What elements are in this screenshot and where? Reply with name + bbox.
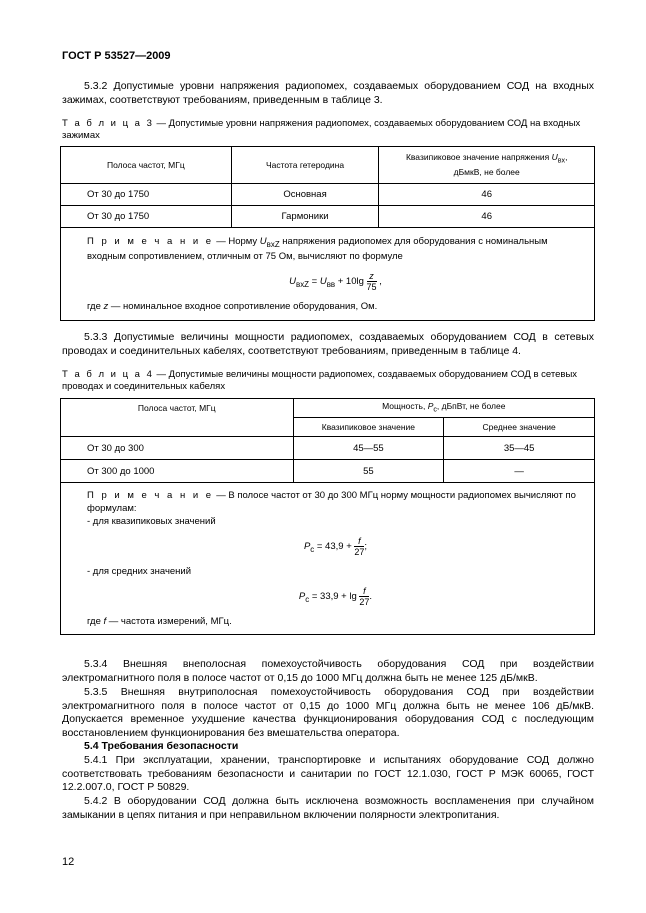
note-qp-line: - для квазипиковых значений bbox=[87, 516, 216, 527]
table-4-header-avg: Среднее значение bbox=[444, 418, 595, 437]
note-var: U bbox=[259, 235, 267, 247]
fraction-denominator: 75 bbox=[366, 282, 377, 293]
table-4-caption-text: — Допустимые величины мощности радиопомех, создаваемых оборудованием СОД в сетевых проводах и соединительных кабелях bbox=[62, 369, 578, 392]
table-3-note bbox=[61, 228, 595, 321]
power-suffix: , дБпВт, не более bbox=[436, 400, 506, 411]
where-prefix: где bbox=[87, 616, 104, 627]
table-3-header-lo: Частота гетеродина bbox=[231, 147, 379, 184]
paragraph-5-3-5: 5.3.5 Внешняя внутриполосная помехоустойчивость оборудования СОД при воздействии электромагнитного поля в полосе частот от 0,15 до 1000 МГц должна быть не менее 106 дБ/мкВ. Допускается временное ухудшение качества функционирования оборудования СОД с последующим восстановлением функционирования без вмешательства оператора. bbox=[62, 686, 594, 739]
formula-var: U bbox=[289, 276, 297, 288]
qp-var: U bbox=[551, 152, 558, 163]
table-row bbox=[61, 206, 595, 228]
table-3-cell-value: 46 bbox=[379, 206, 595, 228]
formula-end: ; bbox=[364, 541, 368, 553]
note-avg-line: - для средних значений bbox=[87, 566, 192, 577]
fraction-numerator: f bbox=[359, 586, 369, 597]
formula-sub: вхZ bbox=[296, 280, 309, 290]
formula-var: U bbox=[319, 276, 327, 288]
formula-eq: = bbox=[309, 276, 320, 288]
formula-mid: = 33,9 + lg bbox=[309, 591, 360, 603]
table-3-note-text bbox=[87, 235, 584, 264]
table-3-note-row bbox=[61, 228, 595, 321]
table-4-header-power bbox=[293, 399, 594, 418]
formula-fraction bbox=[367, 271, 377, 292]
table-4-cell-band: От 300 до 1000 bbox=[61, 460, 294, 483]
table-4-formula-qp bbox=[87, 536, 584, 557]
table-row bbox=[61, 460, 595, 483]
table-4-note-text bbox=[87, 489, 584, 515]
table-3-where bbox=[87, 300, 584, 313]
table-4-note bbox=[61, 483, 595, 635]
table-3-caption bbox=[62, 118, 594, 142]
table-3-formula bbox=[87, 271, 584, 292]
qp-sub: вх bbox=[557, 156, 566, 165]
formula-mid: = 43,9 + bbox=[314, 541, 355, 553]
formula-log: + 10lg bbox=[335, 276, 367, 288]
formula-var: P bbox=[298, 591, 306, 603]
note-text-1: — В полосе частот от 30 до 300 МГц норму мощности радиопомех вычисляют по формулам: bbox=[87, 490, 576, 514]
table-4 bbox=[60, 398, 595, 635]
table-4-formula-avg bbox=[87, 586, 584, 607]
note-label: П р и м е ч а н и е bbox=[87, 490, 214, 501]
fraction-numerator: z bbox=[367, 271, 377, 282]
qp-suffix: , bbox=[565, 152, 568, 163]
table-4-cell-qp: 45—55 bbox=[293, 437, 444, 460]
formula-var: P bbox=[303, 541, 311, 553]
table-3-cell-band: От 30 до 1750 bbox=[61, 206, 232, 228]
table-4-note-row bbox=[61, 483, 595, 635]
paragraph-5-4-2: 5.4.2 В оборудовании СОД должна быть исключена возможность воспламенения при случайном замыкании в цепях питания и при неправильном включении полярности электропитания. bbox=[62, 795, 594, 821]
formula-sub: c bbox=[310, 544, 315, 554]
where-text: — номинальное входное сопротивление оборудования, Ом. bbox=[108, 301, 378, 313]
where-prefix: где bbox=[87, 301, 104, 313]
table-3-caption-text: — Допустимые уровни напряжения радиопомех, создаваемых оборудованием СОД на входных зажимах bbox=[62, 118, 581, 141]
table-3-cell-lo: Гармоники bbox=[231, 206, 379, 228]
table-3-header-band: Полоса частот, МГц bbox=[61, 147, 232, 184]
table-3-header-row bbox=[61, 147, 595, 184]
table-row bbox=[61, 437, 595, 460]
table-3-label: Т а б л и ц а 3 bbox=[62, 118, 154, 129]
qp-prefix: Квазипиковое значение напряжения bbox=[405, 152, 552, 163]
table-4-cell-band: От 30 до 300 bbox=[61, 437, 294, 460]
power-prefix: Мощность, bbox=[382, 400, 428, 411]
where-text: — частота измерений, МГц. bbox=[106, 616, 232, 627]
paragraph-5-3-4: 5.3.4 Внешняя внеполосная помехоустойчивость оборудования СОД при воздействии электромагнитного поля в полосе частот от 0,15 до 1000 МГц должна быть не менее 125 дБ/мкВ. bbox=[62, 658, 594, 684]
section-5-4-title: 5.4 Требования безопасности bbox=[84, 740, 239, 752]
where-var: f bbox=[103, 616, 107, 627]
table-row bbox=[61, 184, 595, 206]
note-text-2: напряжения радиопомех для оборудования с номинальным входным сопротивлением, отличным от 75 Ом, вычисляют по формуле bbox=[87, 235, 548, 263]
table-4-caption bbox=[62, 369, 594, 393]
fraction-denominator: 27 bbox=[359, 597, 370, 607]
table-4-header-row bbox=[61, 399, 595, 418]
table-4-header-band: Полоса частот, МГц bbox=[61, 399, 294, 437]
formula-end: . bbox=[369, 591, 373, 603]
note-sub: вхZ bbox=[266, 239, 280, 249]
table-4-where bbox=[87, 615, 584, 628]
power-sub: c bbox=[433, 405, 437, 414]
table-4-label: Т а б л и ц а 4 bbox=[62, 369, 154, 380]
formula-fraction bbox=[354, 536, 364, 557]
fraction-numerator: f bbox=[354, 536, 364, 547]
table-4-cell-qp: 55 bbox=[293, 460, 444, 483]
table-3 bbox=[60, 146, 595, 321]
page-number: 12 bbox=[62, 856, 75, 868]
note-label: П р и м е ч а н и е bbox=[87, 235, 214, 247]
paragraph-5-3-2: 5.3.2 Допустимые уровни напряжения радиопомех, создаваемых оборудованием СОД на входных зажимах, соответствуют требованиям, приведенным в таблице 3. bbox=[62, 80, 594, 106]
document-header: ГОСТ Р 53527—2009 bbox=[62, 50, 171, 62]
table-4-cell-avg: 35—45 bbox=[444, 437, 595, 460]
formula-fraction bbox=[359, 586, 369, 607]
table-3-cell-value: 46 bbox=[379, 184, 595, 206]
qp-line2: дБмкВ, не более bbox=[453, 166, 520, 177]
where-var: z bbox=[103, 301, 109, 313]
table-4-header-qp: Квазипиковое значение bbox=[293, 418, 444, 437]
formula-end: , bbox=[376, 276, 382, 288]
fraction-denominator: 27 bbox=[354, 547, 365, 557]
formula-sub: вв bbox=[326, 280, 336, 290]
table-3-cell-lo: Основная bbox=[231, 184, 379, 206]
formula-sub: c bbox=[305, 594, 310, 604]
table-4-cell-avg: — bbox=[444, 460, 595, 483]
table-3-cell-band: От 30 до 1750 bbox=[61, 184, 232, 206]
paragraph-5-4-1: 5.4.1 При эксплуатации, хранении, транспортировке и испытаниях оборудование СОД должно соответствовать требованиям безопасности и санитарии по ГОСТ 12.1.030, ГОСТ Р МЭК 60065, ГОСТ 12.2.007.0, ГОСТ Р 50829. bbox=[62, 754, 594, 793]
paragraph-5-3-3: 5.3.3 Допустимые величины мощности радиопомех, создаваемых оборудованием СОД в сетевых проводах и соединительных кабелях, соответствуют требованиям, приведенным в таблице 4. bbox=[62, 331, 594, 357]
power-var: P bbox=[427, 400, 434, 411]
table-3-header-qp bbox=[379, 147, 595, 184]
note-text-1: — Норму bbox=[213, 235, 260, 247]
